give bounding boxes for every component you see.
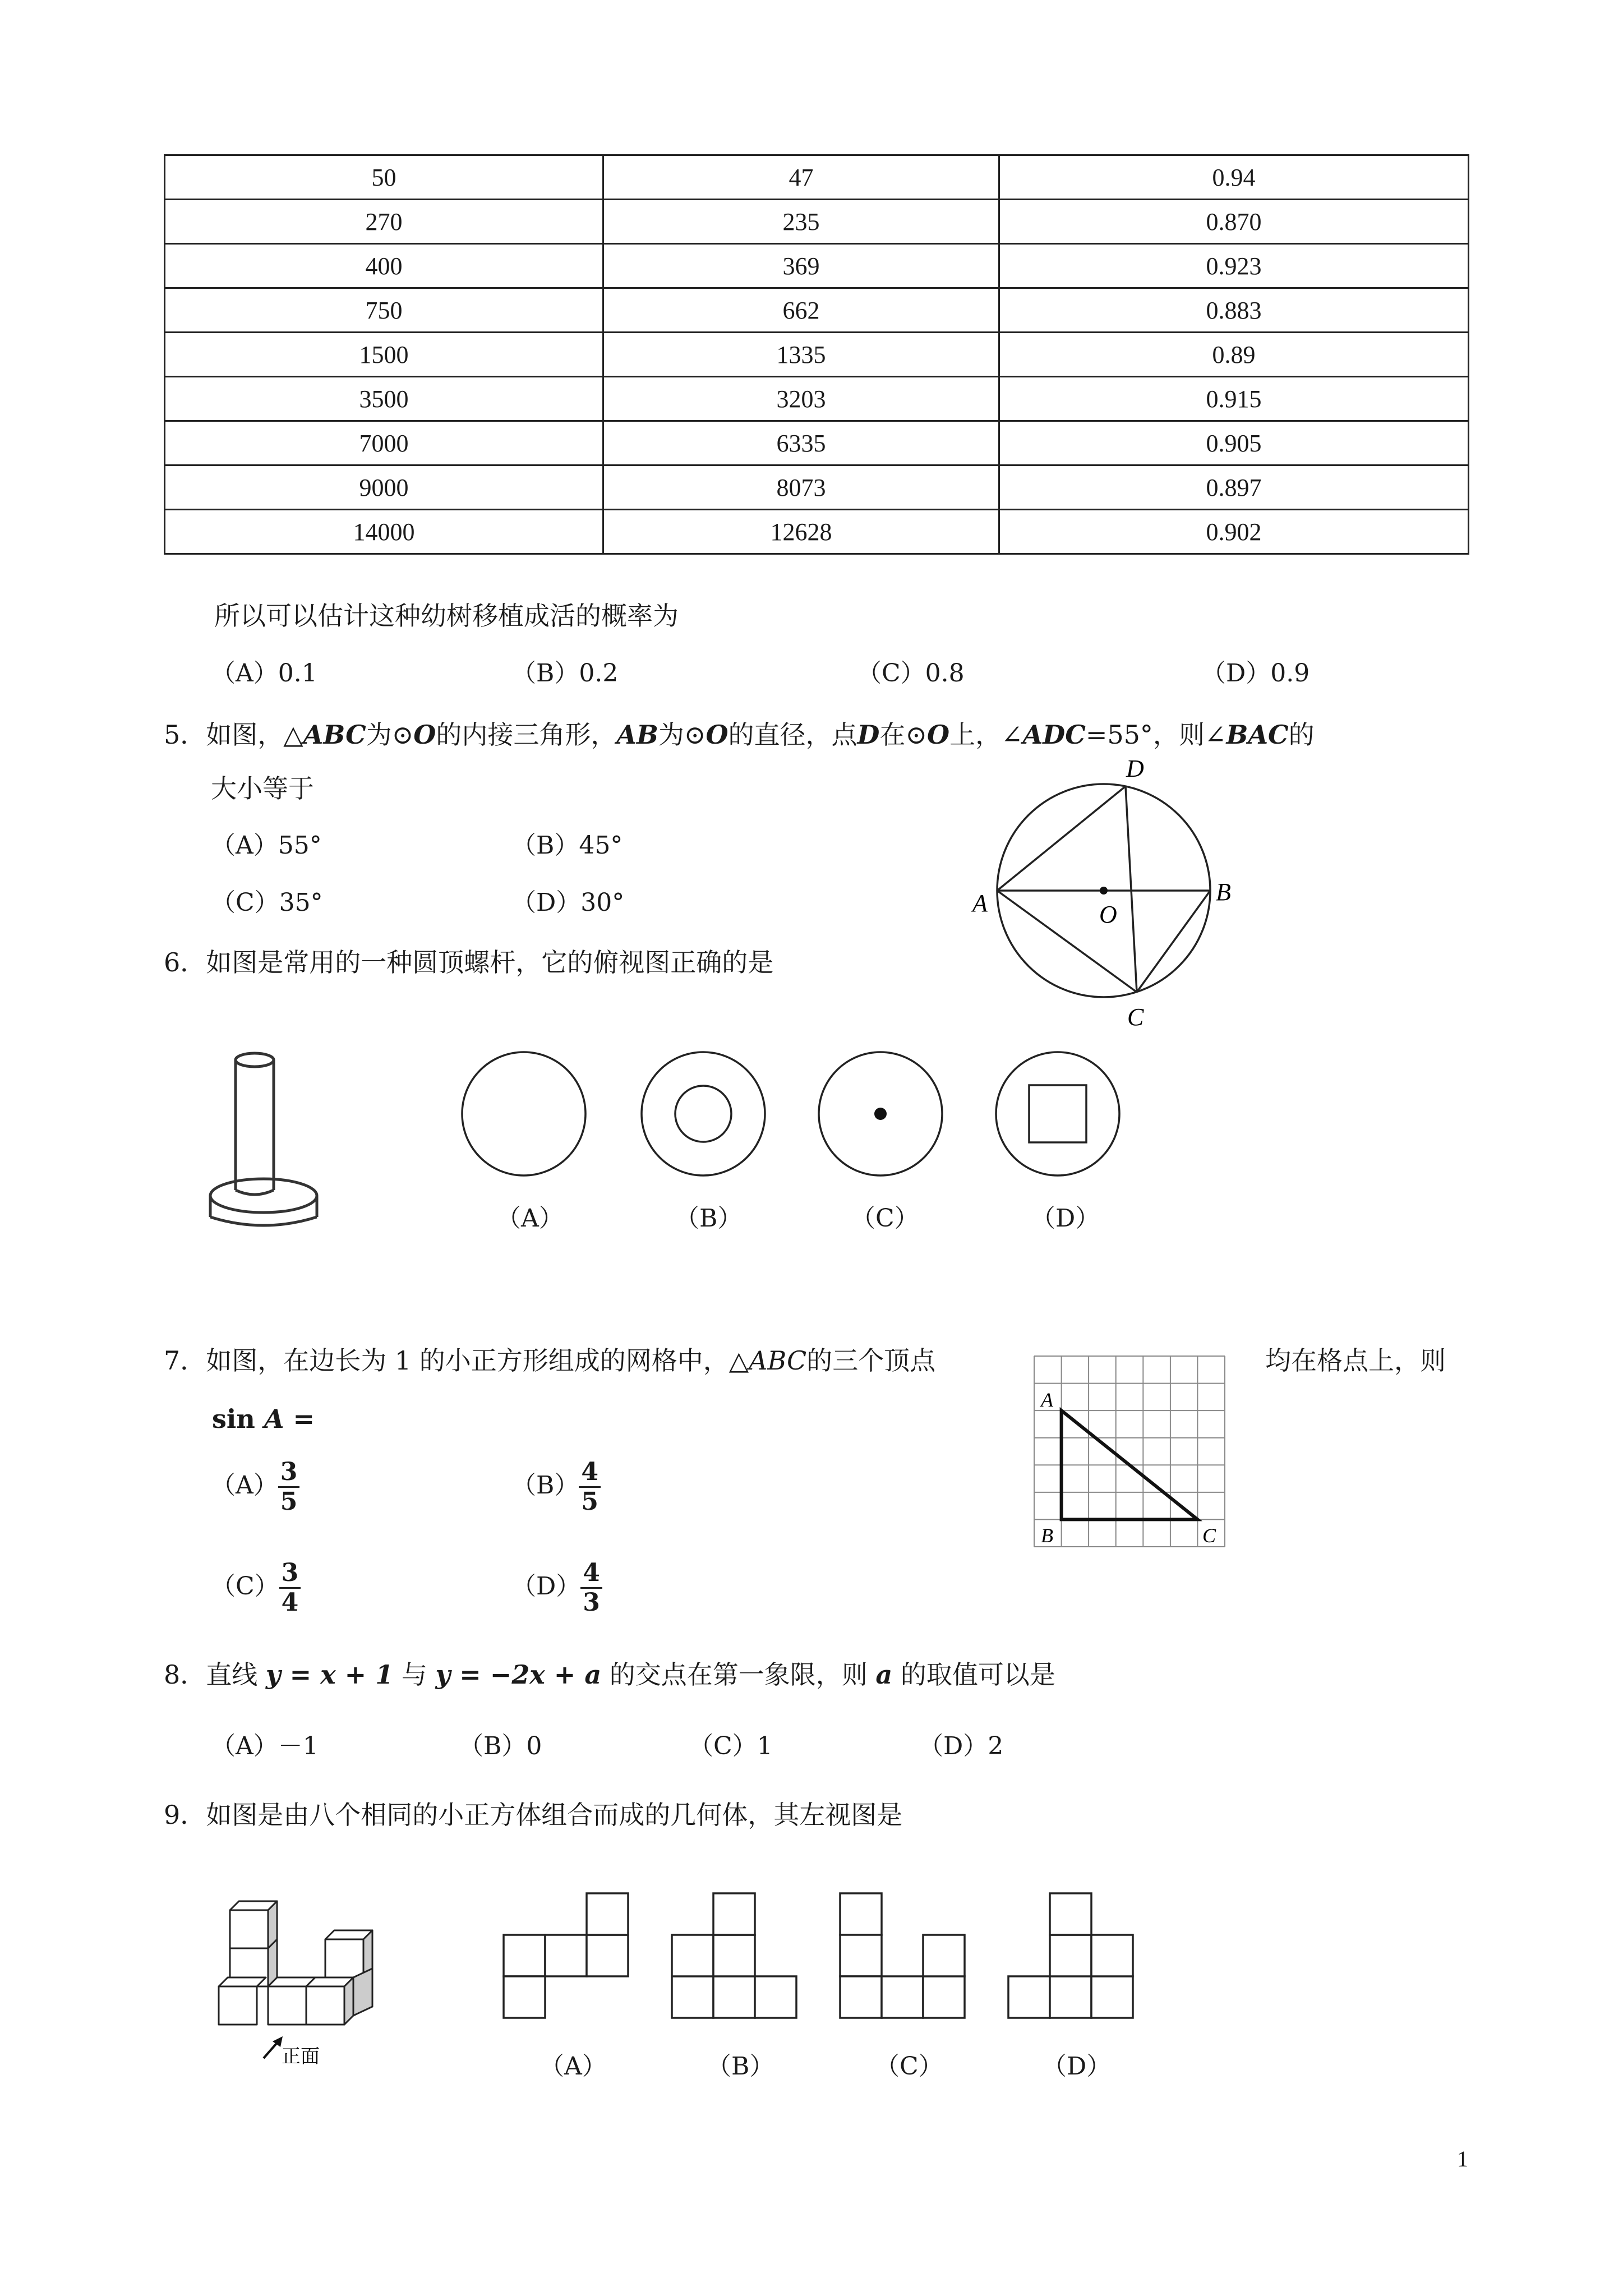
- label-c: C: [1127, 1003, 1144, 1031]
- table-row: [165, 200, 1469, 244]
- q8-option-c: （C）1: [689, 1732, 773, 1760]
- table-cell: 12628: [603, 510, 999, 554]
- table-cell: 8073: [603, 465, 999, 510]
- q9-number: 9．: [164, 1800, 206, 1830]
- q9-option-c-shape: [840, 1893, 965, 2018]
- table-cell: 0.902: [999, 510, 1469, 554]
- table-cell: 369: [603, 244, 999, 288]
- table-cell: 0.897: [999, 465, 1469, 510]
- q9-caption-d: （D）: [1042, 2052, 1112, 2081]
- table-cell: 0.870: [999, 200, 1469, 244]
- grid-label-b: B: [1041, 1524, 1053, 1547]
- label-a: A: [972, 889, 988, 917]
- table-cell: 14000: [165, 510, 603, 554]
- table-cell: 0.883: [999, 288, 1469, 333]
- center-point: [1100, 887, 1108, 895]
- q5-circle-figure: [965, 751, 1256, 1032]
- table-cell: 400: [165, 244, 603, 288]
- table-cell: 750: [165, 288, 603, 333]
- table-cell: 47: [603, 155, 999, 200]
- q9-caption-a: （A）: [540, 2052, 607, 2081]
- q6-caption-d: （D）: [1031, 1204, 1100, 1233]
- grid-label-a: A: [1041, 1389, 1053, 1411]
- q4-option-b: （B）0.2: [511, 659, 619, 688]
- table-row: [165, 288, 1469, 333]
- q6-question: [164, 946, 773, 979]
- q7-option-d: （D） $\frac{4}{3}$: [511, 1559, 602, 1617]
- label-d: D: [1126, 755, 1144, 782]
- q9-cube-figure: [208, 1894, 393, 2068]
- q6-stem: 如图是常用的一种圆顶螺杆，它的俯视图正确的是: [206, 947, 774, 978]
- q9-options-figure: [499, 1890, 1150, 2030]
- q9-question: [164, 1798, 902, 1832]
- table-row: [165, 377, 1469, 421]
- segment-dc: [1126, 786, 1137, 992]
- front-label: 正面: [282, 2045, 320, 2068]
- q6-caption-c: （C）: [851, 1204, 919, 1233]
- q7-option-c: （C） $\frac{3}{4}$: [211, 1559, 301, 1617]
- table-cell: 0.89: [999, 333, 1469, 377]
- q6-number: 6．: [164, 947, 206, 978]
- table-cell: 9000: [165, 465, 603, 510]
- table-cell: 3500: [165, 377, 603, 421]
- q8-option-a: （A）－1: [211, 1732, 319, 1760]
- q5-question: [164, 718, 1315, 751]
- table-cell: 0.905: [999, 421, 1469, 465]
- q8-equation-2: y = −2x + a: [435, 1659, 602, 1690]
- table-cell: 3203: [603, 377, 999, 421]
- frequency-table: [164, 154, 1469, 555]
- table-cell: 50: [165, 155, 603, 200]
- table-row: [165, 421, 1469, 465]
- label-o: O: [1099, 901, 1117, 928]
- grid-label-c: C: [1202, 1524, 1216, 1547]
- q7-grid-figure: [1031, 1353, 1233, 1560]
- page-number: 1: [1457, 2146, 1468, 2171]
- table-row: [165, 510, 1469, 554]
- table-cell: 6335: [603, 421, 999, 465]
- q7-sin-expression: sin A =: [212, 1404, 315, 1434]
- q5-option-b: （B）45°: [511, 831, 623, 860]
- table-cell: 1335: [603, 333, 999, 377]
- q9-option-b-shape: [672, 1893, 796, 2018]
- table-row: [165, 244, 1469, 288]
- table-row: [165, 333, 1469, 377]
- q7-question-end: 均在格点上，则: [1265, 1345, 1446, 1376]
- q9-option-d-shape: [1008, 1893, 1133, 2018]
- table-cell: 235: [603, 200, 999, 244]
- q6-option-c-dot: [874, 1108, 887, 1120]
- table-cell: 7000: [165, 421, 603, 465]
- q8-number: 8．: [164, 1659, 206, 1690]
- q9-option-a-shape: [504, 1893, 628, 2018]
- q5-number: 5．: [164, 720, 206, 750]
- segment-cb: [1137, 891, 1210, 992]
- segment-ad: [997, 786, 1126, 891]
- q5-option-c: （C）35°: [211, 888, 323, 917]
- q4-option-d: （D）0.9: [1201, 659, 1310, 688]
- label-b: B: [1216, 878, 1231, 906]
- q6-options-figure: [461, 1048, 1128, 1182]
- q7-question: 7．如图，在边长为 1 的小正方形组成的网格中，△ABC的三个顶点: [164, 1345, 936, 1376]
- table-cell: 1500: [165, 333, 603, 377]
- q4-option-c: （C）0.8: [857, 659, 965, 688]
- q5-stem: 如图，△ABC为⊙O的内接三角形，AB为⊙O的直径，点D在⊙O上，∠ADC=55°，则∠BAC的: [206, 720, 1315, 750]
- q9-stem: 如图是由八个相同的小正方体组合而成的几何体，其左视图是: [206, 1800, 903, 1830]
- q6-caption-a: （A）: [496, 1204, 564, 1233]
- q8-question: 8．直线 y = x + 1 与 y = −2x + a 的交点在第一象限，则 a 的取值可以是: [164, 1659, 1055, 1690]
- q7-option-a: （A） $\frac{3}{5}$: [211, 1458, 299, 1516]
- q8-equation-1: y = x + 1: [265, 1659, 394, 1690]
- q5-option-d: （D）30°: [511, 888, 625, 917]
- q6-option-b-shape: [642, 1052, 765, 1175]
- q6-bolt-figure: [202, 1043, 336, 1228]
- q5-option-a: （A）55°: [211, 831, 322, 860]
- q8-option-b: （B）0: [459, 1732, 542, 1760]
- q4-text: 所以可以估计这种幼树移植成活的概率为: [214, 601, 679, 631]
- q4-option-a: （A）0.1: [211, 659, 317, 688]
- q7-number: 7．: [164, 1345, 206, 1376]
- q6-option-a-shape: [462, 1052, 585, 1175]
- table-cell: 0.94: [999, 155, 1469, 200]
- table-cell: 0.923: [999, 244, 1469, 288]
- q9-caption-b: （B）: [707, 2052, 774, 2081]
- q8-option-d: （D）2: [919, 1732, 1004, 1760]
- q5-line2: 大小等于: [211, 773, 314, 804]
- table-row: [165, 155, 1469, 200]
- q7-option-b: （B） $\frac{4}{5}$: [511, 1458, 601, 1516]
- q9-caption-c: （C）: [875, 2052, 943, 2081]
- table-cell: 662: [603, 288, 999, 333]
- table-cell: 0.915: [999, 377, 1469, 421]
- q6-option-d-shape: [996, 1052, 1119, 1175]
- front-arrow-icon: [264, 2036, 283, 2058]
- table-cell: 270: [165, 200, 603, 244]
- table-row: [165, 465, 1469, 510]
- q6-caption-b: （B）: [675, 1204, 743, 1233]
